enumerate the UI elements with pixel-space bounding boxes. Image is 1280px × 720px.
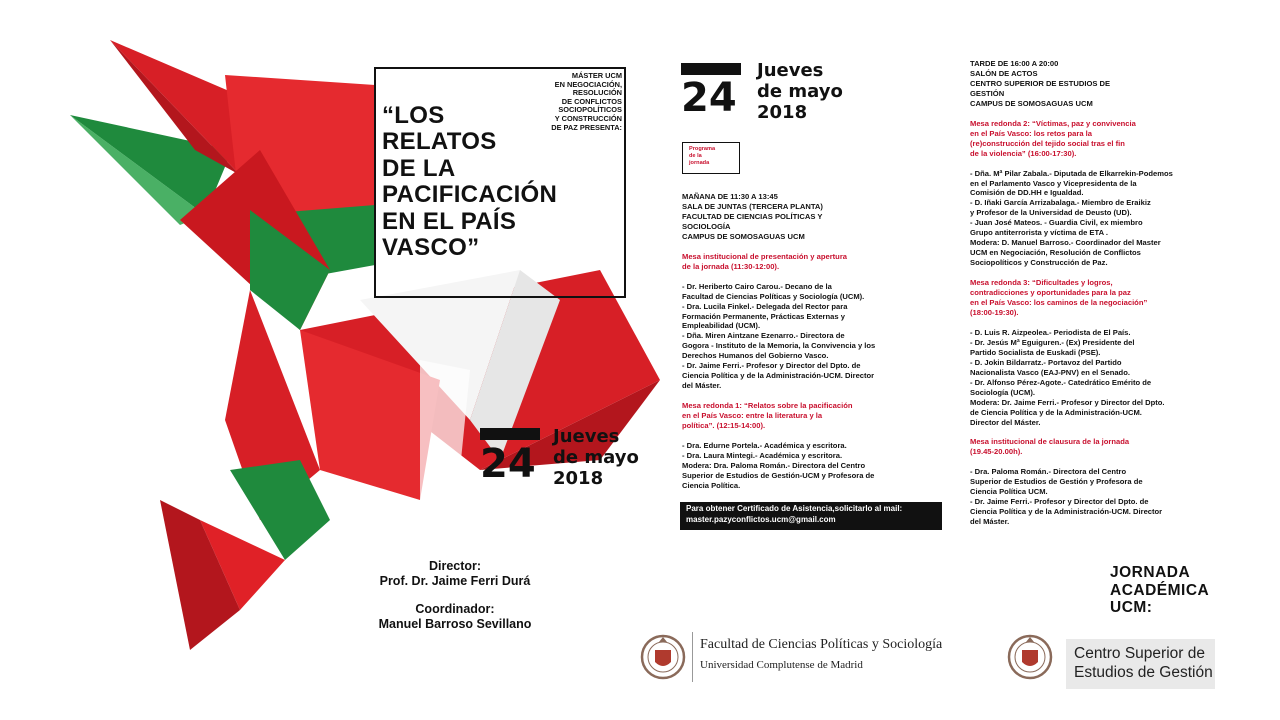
date-bar-bottom [480, 428, 540, 440]
mesa-presentacion-speakers: - Dr. Heriberto Cairo Carou.- Decano de la Facultad de Ciencias Políticas y Sociología (UCM). - Dra. Lucila Finkel.- Delegada del Rector para Formación Permanente, Prácticas Externas y Empleabilidad (UCM). - Dña. Miren Aintzane Ezenarro.- Directora de Gogora - Instituto de la Memoria, la Convivencia y los Derechos Humanos del Gobierno Vasco. - Dr. Jaime Ferri.- Profesor y Director del Dpto. de Ciencia Política y de la Administración-UCM. Director del Máster. [682, 281, 876, 391]
date-day-bottom: 24 [480, 441, 536, 487]
program-label: Programa de la jornada [689, 146, 716, 166]
centro-estudios-gestion-logo: Centro Superior de Estudios de Gestión [1066, 639, 1215, 689]
date-text-top: Jueves de mayo 2018 [757, 60, 843, 123]
director-block: Director: Prof. Dr. Jaime Ferri Durá [379, 559, 531, 588]
coordinator-block: Coordinador: Manuel Barroso Sevillano [378, 602, 532, 631]
mesa-redonda-3-title: Mesa redonda 3: “Dificultades y logros, contradicciones y oportunidades para la paz en el País Vasco: los caminos de la negociación” (18:00-19:30). [970, 278, 1148, 317]
mesa-redonda-2-title: Mesa redonda 2: “Víctimas, paz y convivencia en el País Vasco: los retos para la (re)construcción del tejido social tras el fin de la violencia” (16:00-17:30). [970, 118, 1136, 158]
afternoon-header: TARDE DE 16:00 A 20:00 SALÓN DE ACTOS CENTRO SUPERIOR DE ESTUDIOS DE GESTIÓN CAMPUS DE SOMOSAGUAS UCM [970, 59, 1111, 108]
mesa-redonda-1-title: Mesa redonda 1: “Relatos sobre la pacificación en el País Vasco: entre la literatura y la política”. (12:15-14:00). [682, 401, 853, 431]
certificate-email[interactable]: master.pazyconflictos.ucm@gmail.com [686, 514, 836, 524]
date-text-bottom: Jueves de mayo 2018 [553, 426, 639, 489]
faculty-credit: Facultad de Ciencias Políticas y Sociología Universidad Complutense de Madrid [700, 637, 943, 671]
mesa-redonda-1-speakers: - Dra. Edurne Portela.- Académica y escritora. - Dra. Laura Mintegi.- Académica y escritora. Modera: Dra. Paloma Román.- Directora del Centro Superior de Estudios de Gestión-UCM y Profesora de Ciencia Política. [682, 441, 875, 490]
certificate-notice: Para obtener Certificado de Asistencia,solicitarlo al mail: master.pazyconflictos.ucm@gmail.com [680, 502, 942, 530]
ucm-seal-icon [1007, 630, 1053, 684]
event-title: “LOS RELATOS DE LA PACIFICACIÓN EN EL PAÍS VASCO” [382, 102, 558, 262]
date-bar-top [681, 63, 741, 75]
ucm-seal-icon [640, 630, 686, 684]
morning-program [682, 192, 942, 491]
mesa-presentacion-title: Mesa institucional de presentación y apertura de la jornada (11:30-12:00). [682, 251, 848, 271]
mesa-clausura-title: Mesa institucional de clausura de la jornada (19.45-20.00h). [970, 437, 1130, 457]
footer-divider [692, 632, 693, 682]
mesa-clausura-speakers: - Dra. Paloma Román.- Directora del Centro Superior de Estudios de Gestión y Profesora de Ciencia Política UCM. - Dr. Jaime Ferri.- Profesor y Director del Dpto. de Ciencia Política y de la Administración-UCM. Director del Máster. [970, 467, 1163, 527]
mesa-redonda-3-speakers: - D. Luis R. Aizpeolea.- Periodista de El País. - Dr. Jesús Mª Eguiguren.- (Ex) Presidente del Partido Socialista de Euskadi (PSE). - D. Jokin Bildarratz.- Portavoz del Partido Nacionalista Vasco (EAJ-PNV) en el Senado. - Dr. Alfonso Pérez-Agote.- Catedrático Emérito de Sociología (UCM). Modera: Dr. Jaime Ferri.- Profesor y Director del Dpto. de Ciencia Política y de la Administración-UCM. Director del Máster. [970, 327, 1165, 427]
date-day-top: 24 [681, 75, 737, 121]
presenter-text: MÁSTER UCM EN NEGOCIACIÓN, RESOLUCIÓN DE CONFLICTOS SOCIOPOLÍTICOS Y CONSTRUCCIÓN DE PAZ PRESENTA: [551, 71, 622, 132]
afternoon-program [970, 59, 1230, 527]
jornada-academica-label: JORNADA ACADÉMICA UCM: [1110, 564, 1210, 616]
mesa-redonda-2-speakers: - Dña. Mª Pilar Zabala.- Diputada de Elkarrekin-Podemos en el Parlamento Vasco y Vicepresidenta de la Comisión de DD.HH e Igualdad. - D. Iñaki García Arrizabalaga.- Miembro de Eraikiz y Profesor de la Universidad de Deusto (UD). - Juan José Mateos. - Guardia Civil, ex miembro Grupo antiterrorista y víctima de ETA . Modera: D. Manuel Barroso.- Coordinador del Master UCM en Negociación, Resolución de Conflictos Sociopolíticos y Construcción de Paz. [970, 168, 1173, 268]
morning-header: MAÑANA DE 11:30 A 13:45 SALA DE JUNTAS (TERCERA PLANTA) FACULTAD DE CIENCIAS POLÍTICAS Y SOCIOLOGÍA CAMPUS DE SOMOSAGUAS UCM [682, 192, 823, 241]
